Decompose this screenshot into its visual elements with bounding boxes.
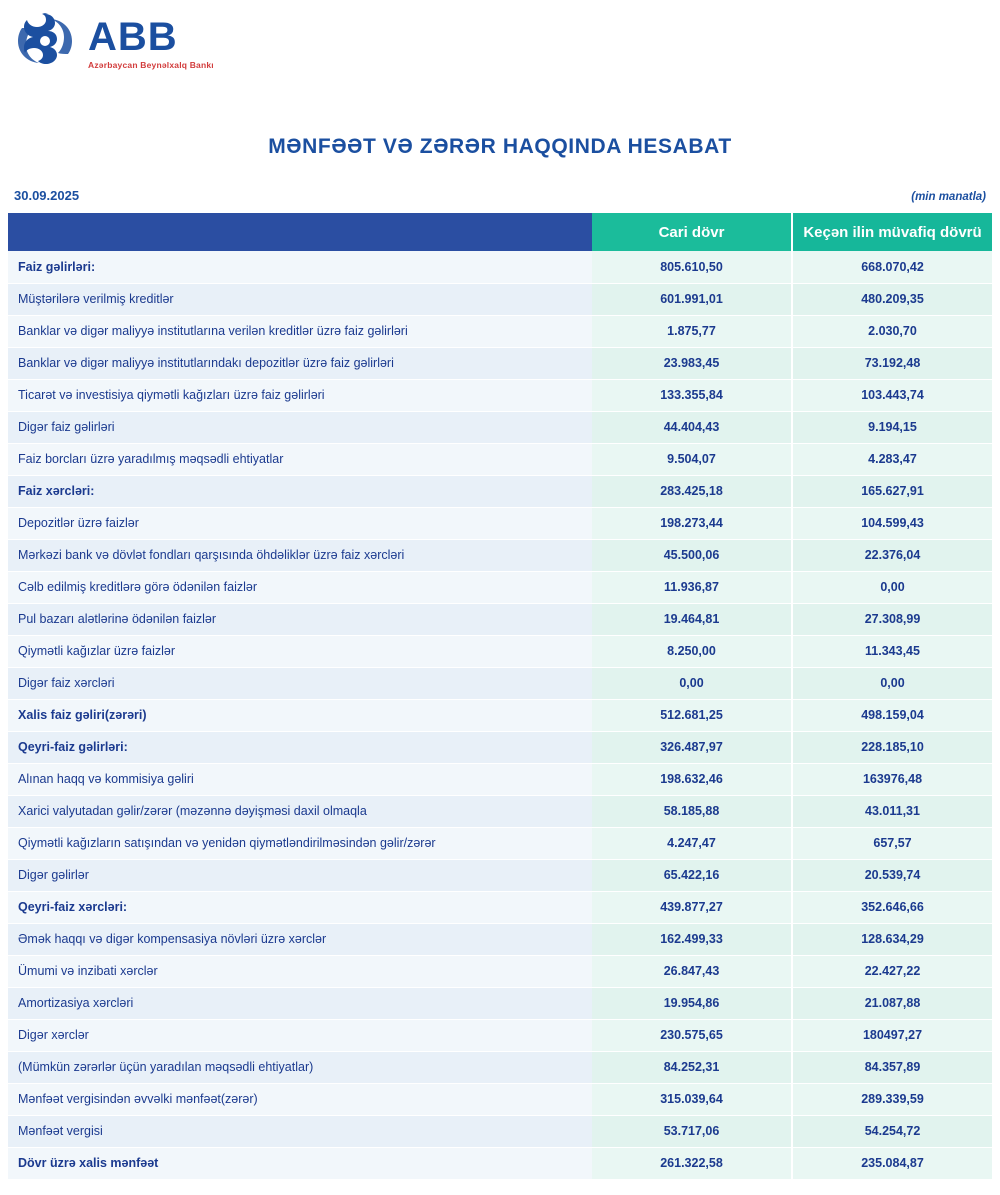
- row-label: Alınan haqq və kommisiya gəliri: [8, 763, 592, 795]
- row-value-previous: 498.159,04: [792, 699, 992, 731]
- abb-flower-icon: [12, 8, 78, 74]
- row-label: Digər faiz gəlirləri: [8, 411, 592, 443]
- table-row: [8, 987, 992, 1019]
- table-row: [8, 283, 992, 315]
- row-value-previous: 4.283,47: [792, 443, 992, 475]
- row-label: Xarici valyutadan gəlir/zərər (məzənnə dəyişməsi daxil olmaqla: [8, 795, 592, 827]
- row-label: Faiz borcları üzrə yaradılmış məqsədli ehtiyatlar: [8, 443, 592, 475]
- row-value-previous: 657,57: [792, 827, 992, 859]
- row-value-current: 1.875,77: [592, 315, 792, 347]
- row-label: Banklar və digər maliyyə institutlarına verilən kreditlər üzrə faiz gəlirləri: [8, 315, 592, 347]
- table-row: [8, 891, 992, 923]
- meta-row: [0, 188, 1000, 203]
- table-row: [8, 635, 992, 667]
- row-value-current: 84.252,31: [592, 1051, 792, 1083]
- row-value-previous: 9.194,15: [792, 411, 992, 443]
- row-value-previous: 668.070,42: [792, 251, 992, 283]
- row-value-previous: 180497,27: [792, 1019, 992, 1051]
- table-row: [8, 507, 992, 539]
- table-row: [8, 1083, 992, 1115]
- report-table-wrapper: [8, 213, 992, 1180]
- row-value-current: 162.499,33: [592, 923, 792, 955]
- row-value-current: 9.504,07: [592, 443, 792, 475]
- row-value-current: 23.983,45: [592, 347, 792, 379]
- column-header-previous: Keçən ilin müvafiq dövrü: [792, 213, 992, 251]
- row-value-previous: 22.376,04: [792, 539, 992, 571]
- table-row: [8, 347, 992, 379]
- row-value-current: 512.681,25: [592, 699, 792, 731]
- row-value-current: 0,00: [592, 667, 792, 699]
- table-row: [8, 443, 992, 475]
- column-header-label: [8, 213, 592, 251]
- row-value-previous: 20.539,74: [792, 859, 992, 891]
- table-body: [8, 251, 992, 1179]
- row-label: Müştərilərə verilmiş kreditlər: [8, 283, 592, 315]
- row-label: Dövr üzrə xalis mənfəət: [8, 1147, 592, 1179]
- row-label: Xalis faiz gəliri(zərəri): [8, 699, 592, 731]
- row-value-previous: 43.011,31: [792, 795, 992, 827]
- row-value-current: 133.355,84: [592, 379, 792, 411]
- row-value-previous: 54.254,72: [792, 1115, 992, 1147]
- table-row: [8, 1051, 992, 1083]
- row-label: Amortizasiya xərcləri: [8, 987, 592, 1019]
- row-value-previous: 289.339,59: [792, 1083, 992, 1115]
- table-row: [8, 1147, 992, 1179]
- table-row: [8, 571, 992, 603]
- row-value-previous: 84.357,89: [792, 1051, 992, 1083]
- row-value-current: 8.250,00: [592, 635, 792, 667]
- row-value-current: 601.991,01: [592, 283, 792, 315]
- row-value-current: 26.847,43: [592, 955, 792, 987]
- row-value-current: 198.273,44: [592, 507, 792, 539]
- row-label: Qeyri-faiz gəlirləri:: [8, 731, 592, 763]
- table-row: [8, 251, 992, 283]
- page-title: MƏNFƏƏT VƏ ZƏRƏR HAQQINDA HESABAT: [268, 135, 732, 158]
- table-header-row: [8, 213, 992, 251]
- row-value-previous: 165.627,91: [792, 475, 992, 507]
- row-value-previous: 22.427,22: [792, 955, 992, 987]
- row-label: Cəlb edilmiş kreditlərə görə ödənilən faizlər: [8, 571, 592, 603]
- row-label: Mərkəzi bank və dövlət fondları qarşısında öhdəliklər üzrə faiz xərcləri: [8, 539, 592, 571]
- table-header: [8, 213, 992, 251]
- table-row: [8, 1019, 992, 1051]
- row-value-current: 230.575,65: [592, 1019, 792, 1051]
- row-label: Depozitlər üzrə faizlər: [8, 507, 592, 539]
- report-unit: (min manatla): [911, 191, 986, 203]
- row-value-previous: 0,00: [792, 571, 992, 603]
- table-row: [8, 475, 992, 507]
- row-value-previous: 480.209,35: [792, 283, 992, 315]
- row-value-previous: 21.087,88: [792, 987, 992, 1019]
- table-row: [8, 827, 992, 859]
- row-label: Ticarət və investisiya qiymətli kağızları üzrə faiz gəlirləri: [8, 379, 592, 411]
- row-value-previous: 104.599,43: [792, 507, 992, 539]
- row-label: Digər xərclər: [8, 1019, 592, 1051]
- row-label: Qiymətli kağızlar üzrə faizlər: [8, 635, 592, 667]
- table-row: [8, 699, 992, 731]
- row-value-current: 283.425,18: [592, 475, 792, 507]
- row-label: Digər faiz xərcləri: [8, 667, 592, 699]
- row-value-current: 315.039,64: [592, 1083, 792, 1115]
- table-row: [8, 923, 992, 955]
- row-value-previous: 73.192,48: [792, 347, 992, 379]
- row-value-current: 326.487,97: [592, 731, 792, 763]
- table-row: [8, 731, 992, 763]
- row-value-current: 261.322,58: [592, 1147, 792, 1179]
- row-value-current: 65.422,16: [592, 859, 792, 891]
- row-label: Pul bazarı alətlərinə ödənilən faizlər: [8, 603, 592, 635]
- table-row: [8, 379, 992, 411]
- table-row: [8, 955, 992, 987]
- table-row: [8, 411, 992, 443]
- table-row: [8, 315, 992, 347]
- row-value-previous: 128.634,29: [792, 923, 992, 955]
- row-value-current: 19.954,86: [592, 987, 792, 1019]
- row-label: Digər gəlirlər: [8, 859, 592, 891]
- logo-subtitle-text: Azərbaycan Beynəlxalq Bankı: [88, 59, 214, 70]
- row-value-current: 45.500,06: [592, 539, 792, 571]
- row-label: Ümumi və inzibati xərclər: [8, 955, 592, 987]
- row-value-current: 53.717,06: [592, 1115, 792, 1147]
- row-value-previous: 103.443,74: [792, 379, 992, 411]
- row-value-previous: 11.343,45: [792, 635, 992, 667]
- table-row: [8, 603, 992, 635]
- row-label: Banklar və digər maliyyə institutlarındakı depozitlər üzrə faiz gəlirləri: [8, 347, 592, 379]
- table-row: [8, 859, 992, 891]
- row-label: Əmək haqqı və digər kompensasiya növləri üzrə xərclər: [8, 923, 592, 955]
- row-value-current: 19.464,81: [592, 603, 792, 635]
- row-label: Faiz gəlirləri:: [8, 251, 592, 283]
- row-value-previous: 0,00: [792, 667, 992, 699]
- row-value-previous: 27.308,99: [792, 603, 992, 635]
- row-value-previous: 235.084,87: [792, 1147, 992, 1179]
- profit-loss-table: [8, 213, 992, 1180]
- row-value-current: 11.936,87: [592, 571, 792, 603]
- row-label: Qeyri-faiz xərcləri:: [8, 891, 592, 923]
- table-row: [8, 763, 992, 795]
- row-value-previous: 163976,48: [792, 763, 992, 795]
- row-value-current: 4.247,47: [592, 827, 792, 859]
- row-label: Qiymətli kağızların satışından və yenidən qiymətləndirilməsindən gəlir/zərər: [8, 827, 592, 859]
- table-row: [8, 795, 992, 827]
- row-label: Faiz xərcləri:: [8, 475, 592, 507]
- logo-brand-text: ABB: [88, 14, 178, 59]
- row-label: Mənfəət vergisi: [8, 1115, 592, 1147]
- row-value-previous: 228.185,10: [792, 731, 992, 763]
- row-value-current: 198.632,46: [592, 763, 792, 795]
- row-value-previous: 352.646,66: [792, 891, 992, 923]
- table-row: [8, 1115, 992, 1147]
- row-label: Mənfəət vergisindən əvvəlki mənfəət(zərər): [8, 1083, 592, 1115]
- row-value-current: 44.404,43: [592, 411, 792, 443]
- row-label: (Mümkün zərərlər üçün yaradılan məqsədli ehtiyatlar): [8, 1051, 592, 1083]
- table-row: [8, 539, 992, 571]
- row-value-current: 439.877,27: [592, 891, 792, 923]
- report-date: 30.09.2025: [14, 188, 80, 203]
- table-row: [8, 667, 992, 699]
- column-header-current: Cari dövr: [592, 213, 792, 251]
- row-value-current: 805.610,50: [592, 251, 792, 283]
- bank-logo: [12, 8, 214, 74]
- row-value-current: 58.185,88: [592, 795, 792, 827]
- row-value-previous: 2.030,70: [792, 315, 992, 347]
